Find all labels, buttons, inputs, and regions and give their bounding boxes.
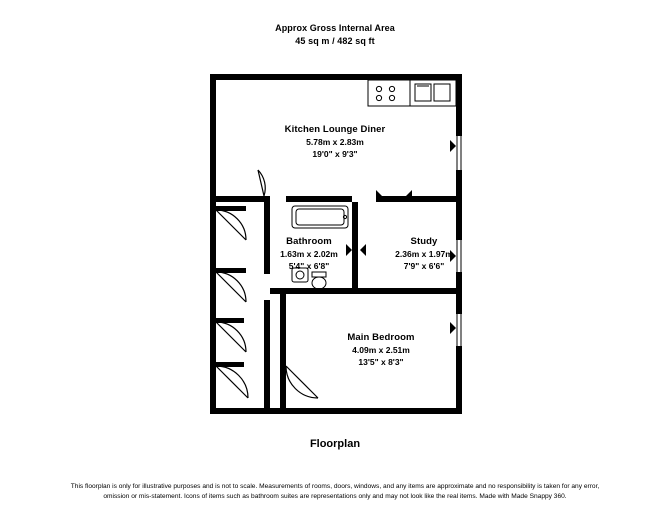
room-label-kitchen-lounge-diner: [205, 124, 465, 160]
toilet-icon: [312, 272, 326, 289]
door-swing-icon-kitchen: [258, 170, 265, 196]
door-swing-icon-hall-3: [216, 322, 246, 352]
room-dimension-imperial: 5'4" x 6'8": [288, 261, 330, 271]
door-swing-icon-bedroom: [286, 366, 318, 398]
room-name: Bathroom: [286, 236, 332, 247]
area-header-line2: 45 sq m / 482 sq ft: [295, 36, 375, 46]
disclaimer-text: This floorplan is only for illustrative purposes and is not to scale. Measurements of rooms, doors, windows, and any items are approximate and no responsibility is taken for any error, omission or mis-statement. Icons of items such as bathroom suites are representations only and may not look like the real items. Made with Made Snappy 360.: [70, 483, 600, 500]
area-header-line1: Approx Gross Internal Area: [275, 23, 395, 33]
wall-right-mid1: [456, 170, 462, 194]
wall-bottom: [210, 408, 462, 414]
room-label-main-bedroom: [285, 332, 477, 368]
room-label-bathroom: [253, 236, 365, 272]
wall-bedroom-top: [286, 288, 462, 294]
wall-left-doorjamb-4: [216, 362, 244, 367]
wall-kitchen-bottom-right: [376, 196, 462, 202]
room-dimension-imperial: 7'9" x 6'6": [403, 261, 445, 271]
wall-left-doorjamb-1: [216, 206, 246, 211]
room-dimension-metric: 1.63m x 2.02m: [280, 249, 338, 259]
door-swing-icon-hall-2: [216, 272, 246, 302]
wall-kitchen-bottom-left: [216, 196, 264, 202]
page-title: Floorplan: [309, 438, 361, 450]
wall-kitchen-bottom-mid: [286, 196, 352, 202]
room-dimension-metric: 4.09m x 2.51m: [352, 345, 410, 355]
room-name: Main Bedroom: [347, 332, 415, 343]
room-dimension-imperial: 13'5" x 8'3": [358, 357, 404, 367]
room-label-study: [360, 236, 488, 272]
door-swing-icon-hall-4: [216, 366, 248, 398]
room-dimension-metric: 5.78m x 2.83m: [306, 137, 364, 147]
room-name: Kitchen Lounge Diner: [284, 124, 386, 135]
bath-icon: [292, 206, 348, 228]
wall-top: [210, 74, 462, 80]
room-dimension-imperial: 19'0" x 9'3": [312, 149, 358, 159]
door-swing-icon-hall-1: [216, 210, 246, 240]
room-dimension-metric: 2.36m x 1.97m: [395, 249, 453, 259]
room-name: Study: [410, 236, 438, 247]
wall-hall-right-lower: [264, 300, 270, 414]
